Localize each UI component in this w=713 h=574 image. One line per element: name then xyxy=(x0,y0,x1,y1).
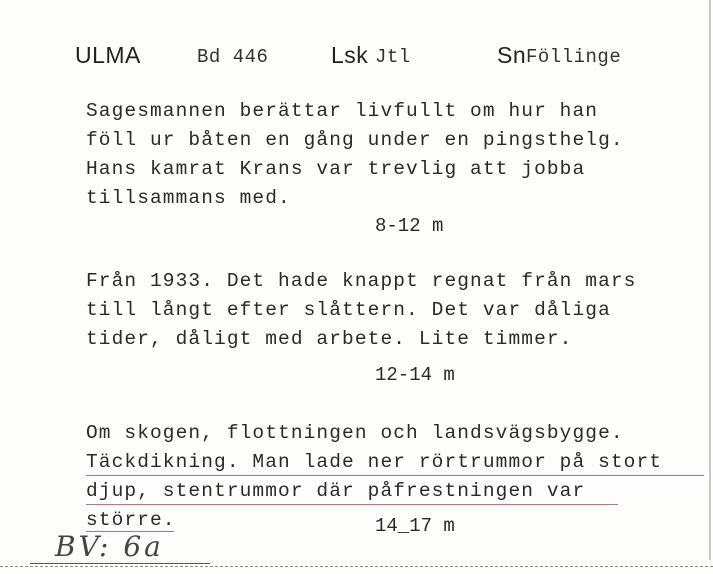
handwritten-note: BV: 6a xyxy=(55,530,164,563)
parish-label: Sn xyxy=(497,42,527,68)
card-bottom-edge xyxy=(0,566,713,568)
section-3-line-4: större. xyxy=(86,509,176,531)
handwritten-note-line xyxy=(30,563,210,564)
section-3-line-2: Täckdikning. Man lade ner rörtrummor på stort xyxy=(86,451,663,473)
section-2-line-2: till långt efter slåttern. Det var dåliga xyxy=(86,299,611,321)
archive-label: ULMA xyxy=(75,42,141,68)
parish-value: Föllinge xyxy=(526,46,622,68)
card-right-edge xyxy=(709,0,711,560)
section-3-line-3: djup, stentrummor där påfrestningen var xyxy=(86,480,586,502)
underline-2 xyxy=(86,504,618,505)
section-1-line-4: tillsammans med. xyxy=(86,187,291,209)
underline-1 xyxy=(86,475,704,476)
section-3-minutes: 14_17 m xyxy=(375,515,455,537)
section-2-line-3: tider, dåligt med arbete. Lite timmer. xyxy=(86,328,573,350)
section-1-line-3: Hans kamrat Krans var trevlig att jobba xyxy=(86,158,586,180)
section-3-line-1: Om skogen, flottningen och landsvägsbygge. xyxy=(86,422,624,444)
section-1-line-2: föll ur båten en gång under en pingsthelg. xyxy=(86,129,624,151)
volume-number: Bd 446 xyxy=(197,46,269,68)
section-2-line-1: Från 1933. Det hade knappt regnat från mars xyxy=(86,270,637,292)
section-1-line-1: Sagesmannen berättar livfullt om hur han xyxy=(86,100,599,122)
province-value: Jtl xyxy=(375,46,411,68)
section-2-minutes: 12-14 m xyxy=(375,364,455,386)
province-label: Lsk xyxy=(331,42,369,68)
section-1-minutes: 8-12 m xyxy=(375,215,444,237)
